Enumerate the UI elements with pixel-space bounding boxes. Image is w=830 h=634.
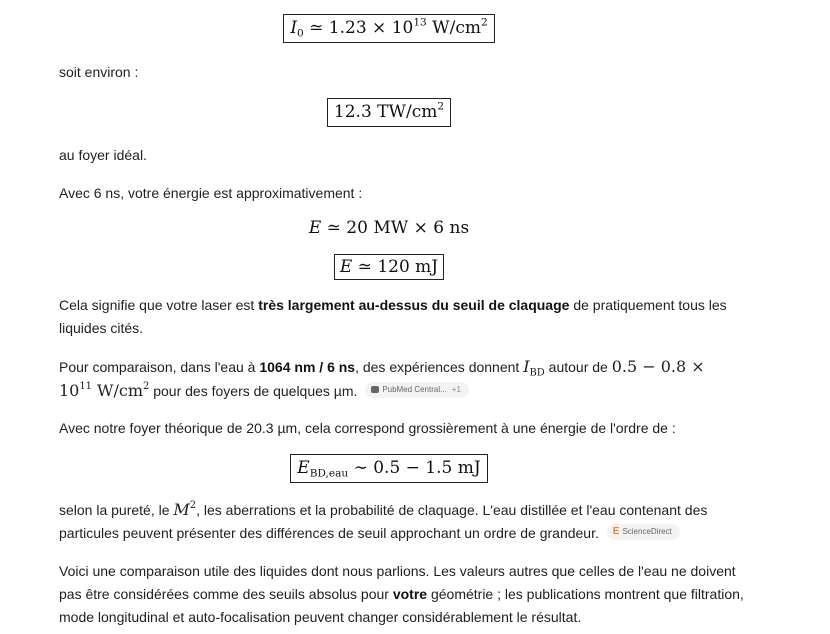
- equation-intensity-tw: [59, 98, 719, 127]
- paragraph: soit environ :: [59, 64, 139, 80]
- sciencedirect-icon: E: [612, 526, 620, 538]
- bold-text: votre: [392, 586, 428, 602]
- paragraph: au foyer idéal.: [59, 147, 147, 163]
- paragraph: selon la pureté, le $M^2$, les aberrations et la probabilité de claquage. L'eau distillée et l'eau contenant des particules peuvent présenter des différences de seuil approchant un ordre de grandeur. E ScienceDirect: [59, 500, 708, 541]
- paragraph: Pour comparaison, dans l'eau à 1064 nm / 6 ns, des expériences donnent $I_{BD}$ autour de 0.5 − 0.8 × $10^{11}$ $W/cm^2$ pour des foyers de quelques µm. PubMed Central... +1: [59, 357, 705, 400]
- equation-energy-product: E ≃ 20 MW × 6 ns: [308, 218, 470, 238]
- equation-intensity: [59, 14, 719, 43]
- boxed-equation: 12.3 $TW/cm^2$: [327, 98, 451, 127]
- equation-energy-result: [59, 254, 719, 280]
- citation-chip-sciencedirect[interactable]: E ScienceDirect: [607, 524, 680, 540]
- equation-breakdown-energy: [59, 454, 719, 483]
- document-icon: [371, 386, 379, 393]
- paragraph: Cela signifie que votre laser est très largement au-dessus du seuil de claquage de pratiquement tous les liquides cités.: [59, 297, 727, 336]
- boxed-equation: E ≃ 120 mJ: [334, 254, 444, 280]
- paragraph: Avec 6 ns, votre énergie est approximativement :: [59, 185, 363, 201]
- paragraph: Avec notre foyer théorique de 20.3 µm, cela correspond grossièrement à une énergie de l'ordre de :: [59, 420, 676, 436]
- boxed-equation: $E_{BD,eau}$ ∼ 0.5 − 1.5 mJ: [290, 454, 487, 483]
- boxed-equation: $I_0$ ≃ $1.23 \times 10^{13}$ $W/cm^2$: [283, 14, 494, 43]
- citation-chip-pubmed[interactable]: PubMed Central... +1: [365, 382, 469, 398]
- bold-text: très largement au-dessus du seuil de claquage: [258, 297, 570, 313]
- bold-text: 1064 nm / 6 ns: [259, 359, 356, 375]
- paragraph: Voici une comparaison utile des liquides dont nous parlions. Les valeurs autres que celles de l'eau ne doivent pas être considérées comme des seuils absolus pour votre géométrie ; les publications montrent que filtration, mode longitudinal et auto-focalisation peuvent changer considérablement le résultat.: [59, 563, 744, 625]
